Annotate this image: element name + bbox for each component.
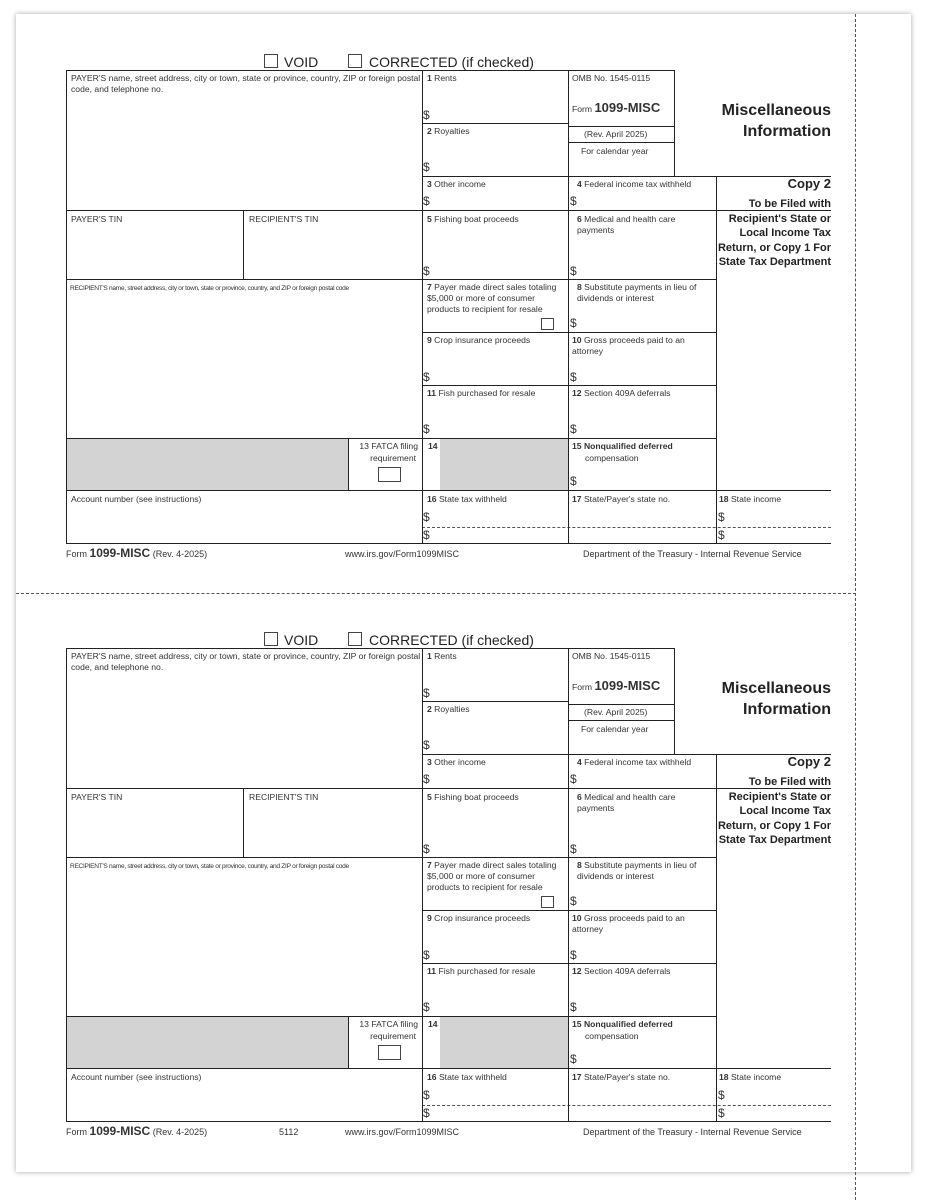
box16-label: 16 State tax withheld (427, 1072, 507, 1082)
vertical-perforation (855, 14, 856, 1200)
void-checkbox[interactable] (264, 632, 278, 646)
box9-label: 9 Crop insurance proceeds (427, 335, 531, 345)
box11-label: 11 Fish purchased for resale (427, 966, 536, 976)
box11-dollar: $ (423, 422, 430, 436)
footer-department: Department of the Treasury - Internal Revenue Service (583, 1127, 802, 1137)
side-text (877, 0, 917, 520)
form-id: Form 1099-MISC (572, 100, 661, 115)
void-label: VOID (284, 54, 319, 70)
fatca-label-2: requirement (370, 453, 416, 463)
payer-name-label: PAYER'S name, street address, city or town, state or province, country, ZIP or foreign postal code, and telephone no. (71, 73, 421, 94)
box4-dollar: $ (570, 194, 577, 208)
box14-label: 14 (428, 1019, 438, 1029)
form-id: Form 1099-MISC (572, 678, 661, 693)
box16-dollar-2: $ (423, 1106, 430, 1120)
recipient-name-label: RECIPIENT'S name, street address, city or town, state or province, country, and ZIP or foreign postal code (70, 863, 349, 870)
box14-shaded-area (440, 1016, 568, 1068)
account-number-label: Account number (see instructions) (71, 494, 202, 504)
box8-dollar: $ (570, 316, 577, 330)
box12-dollar: $ (570, 1000, 577, 1014)
box17-label: 17 State/Payer's state no. (572, 494, 671, 504)
box16-label: 16 State tax withheld (427, 494, 507, 504)
box14-label: 14 (428, 441, 438, 451)
footer-url: www.irs.gov/Form1099MISC (345, 1127, 460, 1137)
box1-dollar: $ (423, 108, 430, 122)
box1-label: 1 Rents (427, 651, 457, 661)
box4-label: 4 Federal income tax withheld (577, 179, 692, 189)
box9-dollar: $ (423, 370, 430, 384)
corrected-checkbox[interactable] (348, 632, 362, 646)
box18-label: 18 State income (719, 1072, 782, 1082)
box16-dollar-2: $ (423, 528, 430, 542)
box8-dollar: $ (570, 894, 577, 908)
fatca-shaded-area (66, 1016, 348, 1068)
box2-label: 2 Royalties (427, 126, 470, 136)
box6-dollar: $ (570, 264, 577, 278)
box5-dollar: $ (423, 264, 430, 278)
rev-date: (Rev. April 2025) (584, 129, 648, 139)
fatca-label-2: requirement (370, 1031, 416, 1041)
box3-dollar: $ (423, 194, 430, 208)
footer-url: www.irs.gov/Form1099MISC (345, 549, 460, 559)
box8-label: 8 Substitute payments in lieu of dividends or interest (577, 282, 697, 303)
box2-dollar: $ (423, 160, 430, 174)
box18-label: 18 State income (719, 494, 782, 504)
box16-dollar-1: $ (423, 1088, 430, 1102)
box4-dollar: $ (570, 772, 577, 786)
filing-instructions: To be Filed with Recipient's State or Local Income Tax Return, or Copy 1 For State Tax Department (717, 198, 831, 268)
box7-checkbox[interactable] (541, 318, 554, 330)
payer-tin-label: PAYER'S TIN (71, 214, 123, 224)
footer-form-id: Form 1099-MISC (Rev. 4-2025) (66, 546, 208, 560)
box18-dollar-1: $ (718, 1088, 725, 1102)
corrected-checkbox[interactable] (348, 54, 362, 68)
box3-dollar: $ (423, 772, 430, 786)
box1-dollar: $ (423, 686, 430, 700)
fatca-checkbox[interactable] (378, 467, 401, 482)
box9-label: 9 Crop insurance proceeds (427, 913, 531, 923)
footer-department: Department of the Treasury - Internal Revenue Service (583, 549, 802, 559)
box18-dollar-1: $ (718, 510, 725, 524)
footer-form-code: 5112 (279, 1127, 299, 1137)
corrected-label: CORRECTED (if checked) (369, 54, 534, 70)
corrected-label: CORRECTED (if checked) (369, 632, 534, 648)
form-copy-bottom (0, 592, 855, 1138)
box12-dollar: $ (570, 422, 577, 436)
box5-label: 5 Fishing boat proceeds (427, 214, 519, 224)
box4-label: 4 Federal income tax withheld (577, 757, 692, 767)
box15-label: 15 Nonqualified deferred (572, 441, 673, 451)
form-title: Miscellaneous Information (721, 102, 831, 140)
void-checkbox[interactable] (264, 54, 278, 68)
copy-label: Copy 2 (787, 176, 831, 191)
box15-label-2: compensation (585, 453, 639, 463)
recipient-name-label: RECIPIENT'S name, street address, city or town, state or province, country, and ZIP or foreign postal code (70, 285, 349, 292)
rev-date: (Rev. April 2025) (584, 707, 648, 717)
box5-dollar: $ (423, 842, 430, 856)
omb-number: OMB No. 1545-0115 (572, 73, 651, 83)
box3-label: 3 Other income (427, 757, 486, 767)
box5-label: 5 Fishing boat proceeds (427, 792, 519, 802)
box6-label: 6 Medical and health care payments (577, 214, 676, 235)
fatca-label: 13 FATCA filing (359, 1019, 418, 1029)
box14-shaded-area (440, 438, 568, 490)
box2-dollar: $ (423, 738, 430, 752)
box15-dollar: $ (570, 474, 577, 488)
box7-label: 7 Payer made direct sales totaling $5,000 or more of consumer products to recipient for resale (427, 860, 557, 892)
calendar-year: For calendar year (581, 146, 649, 156)
box6-dollar: $ (570, 842, 577, 856)
box12-label: 12 Section 409A deferrals (572, 966, 671, 976)
void-label: VOID (284, 632, 319, 648)
box16-dollar-1: $ (423, 510, 430, 524)
box15-label-2: compensation (585, 1031, 639, 1041)
calendar-year: For calendar year (581, 724, 649, 734)
box11-label: 11 Fish purchased for resale (427, 388, 536, 398)
box2-label: 2 Royalties (427, 704, 470, 714)
box17-label: 17 State/Payer's state no. (572, 1072, 671, 1082)
box10-label: 10 Gross proceeds paid to an attorney (572, 913, 685, 934)
fatca-label: 13 FATCA filing (359, 441, 418, 451)
box18-dollar-2: $ (718, 528, 725, 542)
box10-dollar: $ (570, 370, 577, 384)
box15-dollar: $ (570, 1052, 577, 1066)
fatca-shaded-area (66, 438, 348, 490)
box10-label: 10 Gross proceeds paid to an attorney (572, 335, 685, 356)
box11-dollar: $ (423, 1000, 430, 1014)
box15-label: 15 Nonqualified deferred (572, 1019, 673, 1029)
box9-dollar: $ (423, 948, 430, 962)
box7-label: 7 Payer made direct sales totaling $5,000 or more of consumer products to recipient for resale (427, 282, 557, 314)
box3-label: 3 Other income (427, 179, 486, 189)
box1-label: 1 Rents (427, 73, 457, 83)
box18-dollar-2: $ (718, 1106, 725, 1120)
payer-tin-label: PAYER'S TIN (71, 792, 123, 802)
form-title: Miscellaneous Information (721, 680, 831, 718)
account-number-label: Account number (see instructions) (71, 1072, 202, 1082)
box7-checkbox[interactable] (541, 896, 554, 908)
payer-name-label: PAYER'S name, street address, city or town, state or province, country, ZIP or foreign postal code, and telephone no. (71, 651, 421, 672)
box12-label: 12 Section 409A deferrals (572, 388, 671, 398)
fatca-checkbox[interactable] (378, 1045, 401, 1060)
omb-number: OMB No. 1545-0115 (572, 651, 651, 661)
form-copy-top (0, 14, 855, 560)
box8-label: 8 Substitute payments in lieu of dividends or interest (577, 860, 697, 881)
recipient-tin-label: RECIPIENT'S TIN (249, 792, 319, 802)
recipient-tin-label: RECIPIENT'S TIN (249, 214, 319, 224)
filing-instructions: To be Filed with Recipient's State or Local Income Tax Return, or Copy 1 For State Tax Department (717, 776, 831, 846)
copy-label: Copy 2 (787, 754, 831, 769)
box6-label: 6 Medical and health care payments (577, 792, 676, 813)
footer-form-id: Form 1099-MISC (Rev. 4-2025) (66, 1124, 208, 1138)
box10-dollar: $ (570, 948, 577, 962)
